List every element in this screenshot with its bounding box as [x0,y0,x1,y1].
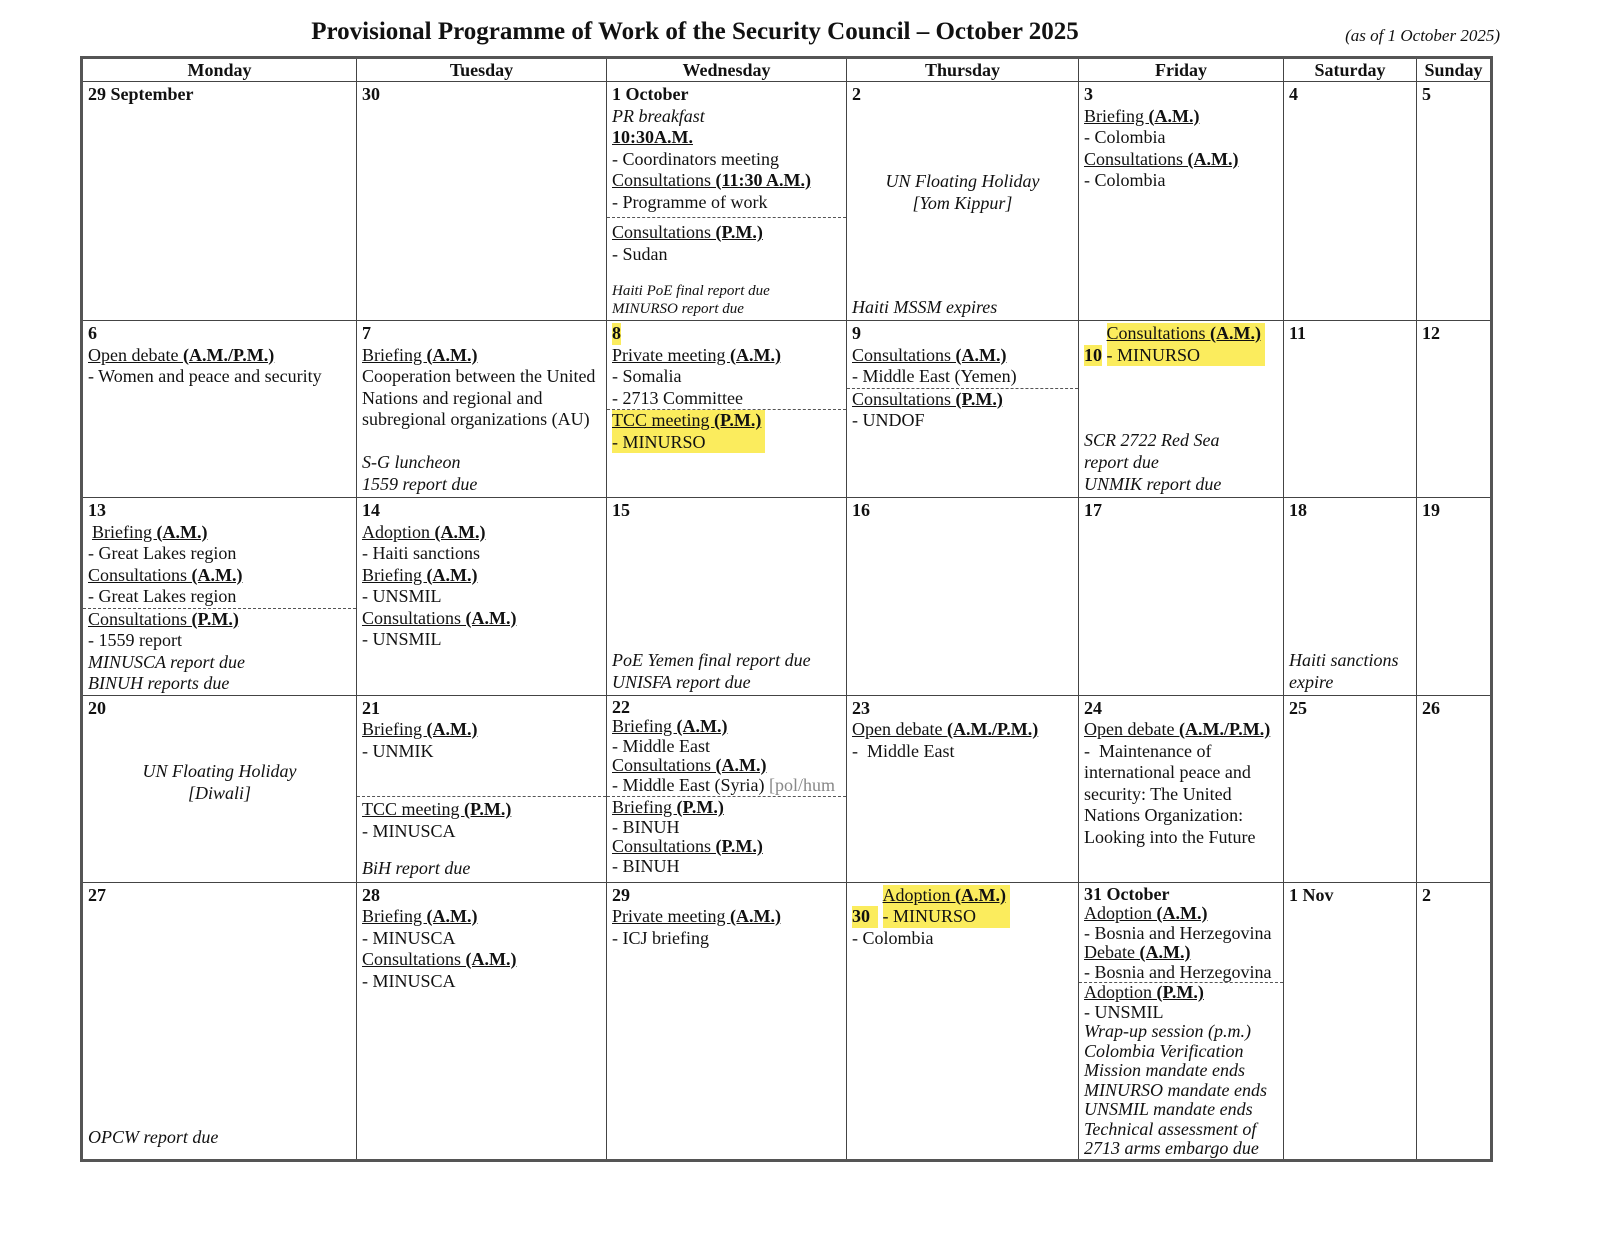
event-heading [883,885,1007,907]
event-heading [1084,106,1278,128]
day-cell [847,882,1079,1160]
holiday-name: [Diwali] [187,782,252,803]
page-title: Provisional Programme of Work of the Security Council – October 2025 [311,18,1079,45]
day-date: 3 [1084,84,1093,104]
event-time: (A.M.) [1156,903,1208,923]
divider [607,217,846,218]
day-cell [1079,82,1284,321]
weekday-header: Tuesday [357,58,607,82]
event-type: Briefing [612,797,677,817]
event-item: - Coordinators meeting [612,148,779,169]
event-type: Adoption [1084,903,1157,923]
event-item: Cooperation between the United Nations and regional and subregional organizations (AU) [362,366,596,429]
event-type: Briefing [362,344,427,365]
report-note: Haiti MSSM expires [852,296,998,317]
event-heading [852,389,1073,411]
event-item: - Women and peace and security [88,366,322,386]
event-type: Debate [1084,942,1140,962]
day-cell [607,498,847,696]
event-heading [612,906,841,928]
report-note: 1559 report due [362,474,478,494]
day-cell [1417,321,1492,498]
event-item: - UNMIK [362,740,434,761]
day-cell [357,82,607,321]
event-heading [362,906,601,928]
event-time: (P.M.) [715,836,763,856]
event-item: - Sudan [612,243,668,264]
event-item: - Programme of work [612,191,768,212]
report-note: UNSMIL mandate ends [1084,1099,1253,1119]
report-note: MINURSO report due [612,301,744,317]
holiday-name: [Yom Kippur] [912,193,1013,213]
event-type: Consultations [852,344,956,365]
report-note: MINURSO mandate ends [1084,1079,1267,1100]
event-type: Consultations [612,170,716,190]
day-date: 20 [88,697,106,718]
event-item: - Middle East [852,740,955,761]
day-date: 18 [1289,500,1307,520]
event-item: - Somalia [612,366,682,386]
report-note: Haiti PoE final report due [612,283,770,299]
event-type: Briefing [92,521,157,542]
event-item-suffix: [pol/hum [768,774,835,795]
event-heading [362,565,601,587]
day-date: 4 [1289,84,1298,104]
event-heading [88,609,351,631]
day-date: 7 [362,323,371,343]
event-item: - Great Lakes region [88,586,237,606]
week-row [82,82,1492,321]
event-type: Briefing [362,906,427,926]
event-heading [362,949,601,971]
report-note: UNISFA report due [612,671,751,692]
event-heading [88,345,351,367]
event-type: Consultations [88,564,192,585]
event-heading [612,717,841,737]
event-time: (A.M.) [955,884,1006,905]
event-time: (A.M.) [426,344,478,365]
day-date: 31 October [1084,883,1170,904]
day-cell [82,882,357,1160]
report-note: UNMIK report due [1084,474,1222,494]
event-item: - MINURSO [1106,344,1201,365]
day-cell [1284,321,1417,498]
event-time: (P.M.) [1156,982,1204,1002]
event-type: Consultations [88,608,192,629]
event-heading [1084,983,1278,1003]
event-time: (A.M.) [1139,942,1191,962]
day-cell [847,321,1079,498]
event-type: Briefing [362,564,427,585]
day-date: 24 [1084,697,1102,718]
divider [357,796,606,797]
event-type: Private meeting [612,344,730,365]
report-note: BiH report due [362,858,471,878]
event-heading [362,522,601,544]
event-item: - BINUH [612,816,680,837]
event-type: Adoption [1084,982,1157,1002]
event-type: Consultations [1106,323,1211,343]
programme-calendar [80,56,1493,1162]
event-time: (A.M.) [1187,148,1239,169]
day-date: 26 [1422,697,1440,718]
day-date: 1 Nov [1289,884,1334,905]
day-date: 1 October [612,84,689,104]
event-note: Wrap-up session (p.m.) [1084,1021,1251,1041]
event-item: - UNSMIL [362,629,442,649]
day-cell [607,882,847,1160]
event-type: Consultations [1084,148,1188,169]
event-note: S-G luncheon [362,452,461,472]
day-date: 30 [852,906,878,928]
event-time: 10:30A.M. [612,127,693,147]
day-date: 25 [1289,697,1307,718]
week-row [82,695,1492,882]
event-item: - MINURSO [882,906,977,926]
event-heading [612,756,841,776]
event-time: (11:30 A.M.) [715,170,811,190]
week-row [82,498,1492,696]
day-date: 15 [612,500,630,520]
event-time: (A.M./P.M.) [1178,719,1271,739]
report-note: BINUH reports due [88,673,230,693]
day-cell [1284,82,1417,321]
day-cell [1079,695,1284,882]
day-cell [1284,498,1417,696]
day-cell [1417,882,1492,1160]
event-item: - Bosnia and Herzegovina [1084,961,1272,982]
day-cell [1417,695,1492,882]
day-date: 22 [612,696,630,717]
day-date: 11 [1289,323,1307,343]
day-date: 28 [362,884,380,905]
day-date: 17 [1084,500,1102,520]
event-heading [1084,149,1278,171]
day-cell [357,498,607,696]
day-date: 13 [88,500,106,520]
event-item: - UNSMIL [362,586,442,606]
event-item: - Middle East (Yemen) [852,366,1017,386]
event-heading [362,799,601,821]
weekday-header: Monday [82,58,357,82]
event-heading [612,222,841,244]
event-item: - MINUSCA [362,927,456,948]
day-date: 27 [88,884,106,905]
day-date: 10 [1084,344,1102,365]
event-time: (A.M./P.M.) [182,344,275,365]
day-date: 29 September [88,84,194,104]
event-time: (A.M.) [434,521,486,542]
weekday-header: Wednesday [607,58,847,82]
event-heading [612,410,761,432]
day-date: 23 [852,697,870,718]
event-type: Briefing [612,716,677,736]
day-cell [607,695,847,882]
event-type: Consultations [612,836,716,856]
event-type: Open debate [852,719,947,739]
day-date: 14 [362,500,380,520]
report-note: MINUSCA report due [88,651,245,672]
event-item: - Great Lakes region [88,543,237,563]
event-type: Briefing [1084,105,1149,126]
event-item: - Colombia [1084,170,1166,190]
event-note: PR breakfast [612,105,705,126]
event-time: (A.M.) [1210,323,1261,343]
day-cell [1284,882,1417,1160]
event-time: (A.M.) [426,564,478,585]
day-cell [1284,695,1417,882]
event-heading [1107,323,1262,345]
event-type: Open debate [88,344,183,365]
week-row [82,882,1492,1160]
event-item: - Maintenance of international peace and security: The United Nations Organization: Looking into the Future [1084,740,1256,847]
event-type: TCC meeting [612,410,714,430]
day-cell [357,882,607,1160]
event-item: - MINUSCA [362,820,456,841]
event-item: - Colombia [1084,127,1166,147]
event-item: - Middle East [612,735,710,756]
holiday-label: UN Floating Holiday [885,171,1040,191]
day-date: 29 [612,884,630,905]
report-note: PoE Yemen final report due [612,649,811,670]
day-cell [1079,498,1284,696]
event-type: TCC meeting [362,799,464,819]
event-time: (A.M.) [715,755,767,775]
day-cell [847,82,1079,321]
event-time: (A.M.) [426,906,478,926]
holiday-label: UN Floating Holiday [142,760,297,781]
day-date: 30 [362,84,380,104]
day-date: 8 [612,323,621,343]
event-heading [1084,943,1278,963]
event-time: (P.M.) [714,410,762,430]
event-time: (A.M.) [156,521,208,542]
event-type: Open debate [1084,719,1179,739]
event-time: (P.M.) [464,799,512,819]
event-heading [362,719,601,741]
event-type: Consultations [852,388,956,409]
weekday-header-row [82,58,1492,82]
event-heading [88,522,351,544]
event-time: (P.M.) [191,608,239,629]
day-date: 12 [1422,323,1440,343]
day-cell [607,321,847,498]
report-note: Technical assessment of [1084,1118,1257,1139]
event-item: - 2713 Committee [612,387,743,408]
event-item: - UNSMIL [1084,1001,1164,1022]
event-type: Consultations [362,949,466,969]
event-heading [88,565,351,587]
event-type: Consultations [612,222,716,242]
event-item: - BINUH [612,855,680,876]
event-time: (A.M.) [676,716,728,736]
event-time: (P.M.) [676,797,724,817]
day-cell [82,498,357,696]
event-heading [362,608,601,630]
report-note: OPCW report due [88,1127,219,1147]
event-heading [852,345,1073,367]
event-time: (A.M.) [191,564,243,585]
day-date: 5 [1422,84,1431,104]
event-item: - Haiti sanctions [362,543,480,563]
report-note: Mission mandate ends [1084,1060,1245,1080]
report-note: Haiti sanctions [1289,649,1399,670]
event-time: (A.M.) [729,906,781,926]
report-note: SCR 2722 Red Sea [1084,430,1220,450]
day-cell [1079,321,1284,498]
event-heading [852,719,1073,741]
event-time: (A.M./P.M.) [946,719,1039,739]
event-heading [612,170,841,192]
day-cell [607,82,847,321]
weekday-header: Sunday [1417,58,1492,82]
day-cell [82,82,357,321]
weekday-header: Thursday [847,58,1079,82]
event-time: (A.M.) [465,949,517,969]
day-date: 2 [852,84,861,104]
day-cell [357,321,607,498]
event-type: Briefing [362,719,427,739]
event-item: - Colombia [852,927,934,948]
report-note: report due [1084,452,1159,472]
day-date: 21 [362,697,380,718]
event-heading [612,837,841,857]
event-item: - UNDOF [852,410,925,430]
event-time: (A.M.) [729,344,781,365]
day-date: 2 [1422,884,1431,905]
event-item: - 1559 report [88,630,182,650]
event-heading [612,798,841,818]
day-cell [1417,498,1492,696]
event-heading [612,345,841,367]
event-time: (P.M.) [955,388,1003,409]
event-item-text: - Middle East (Syria) [612,774,769,795]
report-note: 2713 arms embargo due [1084,1138,1259,1158]
event-time: (P.M.) [715,222,763,242]
event-time: (A.M.) [955,344,1007,365]
day-date: 16 [852,500,870,520]
day-cell [847,695,1079,882]
event-time: (A.M.) [1148,105,1200,126]
event-heading [1084,904,1278,924]
event-time: (A.M.) [426,719,478,739]
week-row [82,321,1492,498]
as-of-date: (as of 1 October 2025) [1345,26,1500,45]
event-time: (A.M.) [465,607,517,628]
event-item: - Bosnia and Herzegovina [1084,922,1272,943]
report-note: Colombia Verification [1084,1040,1244,1061]
day-date: 19 [1422,500,1440,520]
day-date: 6 [88,323,97,343]
day-cell [1417,82,1492,321]
day-date: 9 [852,323,861,343]
event-item: - ICJ briefing [612,927,709,948]
event-heading [1084,719,1278,741]
day-cell [82,695,357,882]
event-type: Private meeting [612,906,730,926]
event-item [612,776,841,796]
event-type: Consultations [362,607,466,628]
day-cell [357,695,607,882]
event-item: - MINURSO [612,431,706,452]
event-item: - MINUSCA [362,970,456,991]
day-cell [847,498,1079,696]
day-cell [82,321,357,498]
report-note: expire [1289,671,1334,692]
event-heading [362,345,601,367]
weekday-header: Friday [1079,58,1284,82]
event-type: Consultations [612,755,716,775]
day-cell [1079,882,1284,1160]
event-type: Adoption [362,521,435,542]
weekday-header: Saturday [1284,58,1417,82]
event-type: Adoption [882,884,956,905]
